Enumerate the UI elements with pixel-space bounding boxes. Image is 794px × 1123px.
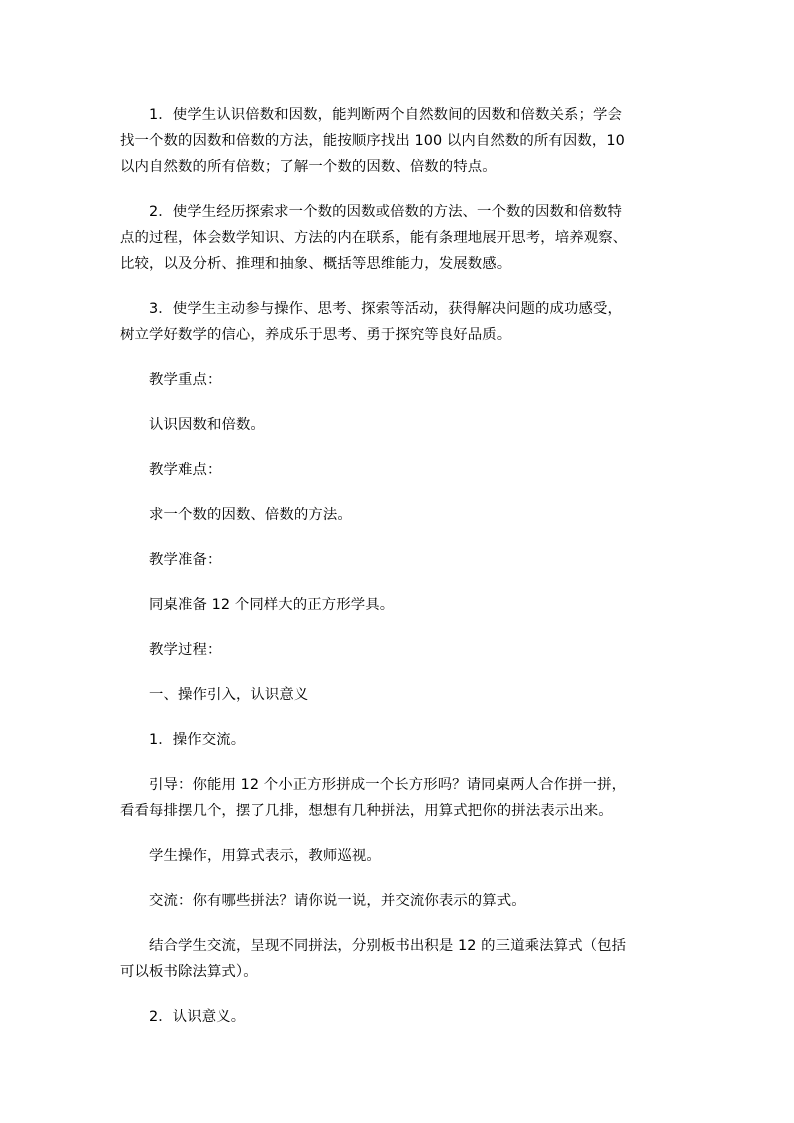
paragraph-difficulties [120, 502, 676, 528]
text-line: 一、操作引入，认识意义 [149, 687, 309, 703]
text-line: 教学难点： [149, 462, 222, 478]
subsection-heading-2 [120, 1004, 676, 1030]
text-line: 找一个数的因数和倍数的方法，能按顺序找出 100 以内自然数的所有因数，10 [120, 133, 625, 149]
text-line: 2．认识意义。 [149, 1009, 246, 1025]
text-line: 认识因数和倍数。 [149, 417, 265, 433]
text-line: 交流：你有哪些拼法？请你说一说，并交流你表示的算式。 [149, 893, 526, 909]
text-line: 以内自然数的所有倍数；了解一个数的因数、倍数的特点。 [120, 159, 497, 175]
paragraph-student-operation [120, 843, 676, 869]
section-heading-1 [120, 682, 676, 708]
text-line: 树立学好数学的信心，养成乐于思考、勇于探究等良好品质。 [120, 327, 512, 343]
text-line: 结合学生交流，呈现不同拼法，分别板书出积是 12 的三道乘法算式（包括 [149, 938, 627, 954]
text-line: 可以板书除法算式）。 [120, 964, 258, 980]
subsection-heading-1 [120, 727, 676, 753]
text-line: 3．使学生主动参与操作、思考、探索等活动，获得解决问题的成功感受， [149, 301, 622, 317]
paragraph-objective-1 [120, 102, 676, 180]
text-line: 比较，以及分析、推理和抽象、概括等思维能力，发展数感。 [120, 256, 512, 272]
text-line: 教学重点： [149, 372, 222, 388]
text-line: 教学过程： [149, 642, 222, 658]
text-line: 2．使学生经历探索求一个数的因数或倍数的方法、一个数的因数和倍数特 [149, 204, 622, 220]
text-line: 求一个数的因数、倍数的方法。 [149, 507, 352, 523]
text-line: 教学准备： [149, 552, 222, 568]
paragraph-key-points [120, 412, 676, 438]
text-line: 点的过程，体会数学知识、方法的内在联系，能有条理地展开思考，培养观察、 [120, 230, 628, 246]
heading-difficulties [120, 457, 676, 483]
text-line: 1．使学生认识倍数和因数，能判断两个自然数间的因数和倍数关系；学会 [149, 107, 622, 123]
heading-preparation [120, 547, 676, 573]
paragraph-objective-3 [120, 296, 676, 348]
text-line: 同桌准备 12 个同样大的正方形学具。 [149, 597, 395, 613]
document-body [120, 102, 676, 1049]
paragraph-guide [120, 772, 676, 824]
heading-process [120, 637, 676, 663]
text-line: 1．操作交流。 [149, 732, 246, 748]
paragraph-exchange [120, 888, 676, 914]
paragraph-objective-2 [120, 199, 676, 277]
paragraph-combine [120, 933, 676, 985]
text-line: 引导：你能用 12 个小正方形拼成一个长方形吗？请同桌两人合作拼一拼， [149, 777, 627, 793]
heading-key-points [120, 367, 676, 393]
text-line: 看看每排摆几个，摆了几排，想想有几种拼法，用算式把你的拼法表示出来。 [120, 803, 613, 819]
text-line: 学生操作，用算式表示，教师巡视。 [149, 848, 381, 864]
paragraph-preparation [120, 592, 676, 618]
